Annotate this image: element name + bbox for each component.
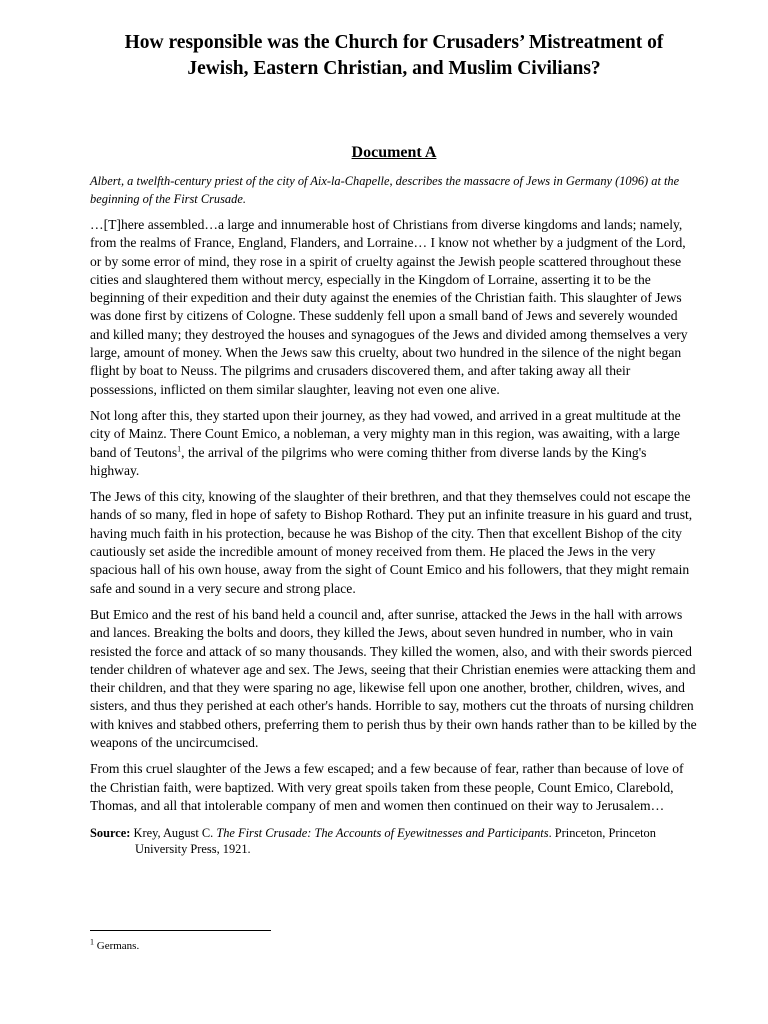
source-book-title: The First Crusade: The Accounts of Eyewitnesses and Participants [216, 826, 549, 841]
page-title-line-2: Jewish, Eastern Christian, and Muslim Civilians? [187, 58, 601, 79]
source-label: Source: [90, 826, 131, 841]
page-title-line-1: How responsible was the Church for Crusaders’ Mistreatment of [124, 32, 664, 53]
paragraph-4: But Emico and the rest of his band held a council and, after sunrise, attacked the Jews in the hall with arrows and lances. Breaking the bolts and doors, they killed the Jews, about seven hundred in number, who in vain resisted the force and attack of so many thousands. They killed the women, also, and with their swords pierced tender children of whatever age and sex. The Jews, seeing that their Christian enemies were attacking them and their children, and that they were sparing no age, likewise fell upon one another, brother, children, wives, and sisters, and thus they perished at each other's hands. Horrible to say, mothers cut the throats of nursing children with knives and stabbed others, preferring them to perish thus by their own hands rather than to be killed by the weapons of the uncircumcised. [90, 606, 697, 751]
footnote-reference: 1 [177, 444, 182, 454]
paragraph-2-text-end: , the arrival of the pilgrims who were coming thither from diverse lands by the King's highway. [90, 444, 647, 478]
source-citation [90, 826, 698, 857]
document-page [90, 30, 698, 857]
source-publisher: . Princeton, Princeton University Press, 1921. [135, 826, 656, 856]
footnote-divider [90, 930, 271, 931]
page-title [90, 30, 698, 82]
footnote [90, 939, 139, 953]
paragraph-1: …[T]here assembled…a large and innumerable host of Christians from diverse kingdoms and lands; namely, from the realms of France, England, Flanders, and Lorraine… I know not whether by a judgment of the Lord, or by some error of mind, they rose in a spirit of cruelty against the Jewish people scattered throughout these cities and slaughtered them without mercy, especially in the Kingdom of Lorraine, asserting it to be the beginning of their expedition and their duty against the enemies of the Christian faith. This slaughter of Jews was done first by citizens of Cologne. These suddenly fell upon a small band of Jews and severely wounded and killed many; they destroyed the houses and synagogues of the Jews and divided among themselves a very large, amount of money. When the Jews saw this cruelty, about two hundred in the silence of the night began flight by boat to Neuss. The pilgrims and crusaders discovered them, and after taking away all their possessions, inflicted on them similar slaughter, leaving not even one alive. [90, 217, 688, 397]
paragraph-3: The Jews of this city, knowing of the slaughter of their brethren, and that they themselves could not escape the hands of so many, fled in hope of safety to Bishop Rothard. They put an infinite treasure in his guard and trust, having much faith in his protection, because he was Bishop of the city. Then that excellent Bishop of the city cautiously set aside the incredible amount of money received from them. He placed the Jews in the very spacious hall of his own house, away from the sight of Count Emico and his followers, that they might remain safe and sound in a very secure and strong place. [90, 489, 693, 596]
footnote-marker: 1 [90, 937, 94, 947]
footnote-text: Germans. [96, 940, 140, 952]
paragraph-2 [90, 407, 698, 480]
document-intro: Albert, a twelfth-century priest of the city of Aix-la-Chapelle, describes the massacre of Jews in Germany (1096) at the beginning of the First Crusade. [90, 174, 680, 206]
document-heading: Document A [351, 144, 437, 161]
source-author: Krey, August C. [133, 826, 214, 841]
paragraph-2-text-start: Not long after this, they started upon their journey, as they had vowed, and arrived in a great multitude at the city of Mainz. There Count Emico, a nobleman, a very mighty man in this region, was awaiting, with a large band of Teutons [90, 407, 681, 460]
paragraph-5: From this cruel slaughter of the Jews a few escaped; and a few because of fear, rather than because of love of the Christian faith, were baptized. With very great spoils taken from these people, Count Emico, Clarebold, Thomas, and all that intolerable company of men and women then continued on their way to Jerusalem… [90, 761, 684, 813]
